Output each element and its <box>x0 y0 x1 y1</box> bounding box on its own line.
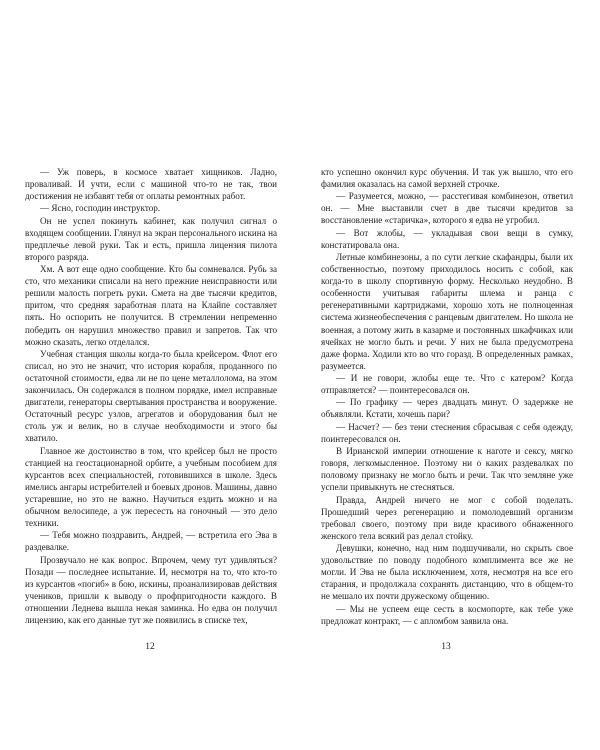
paragraph: — Насчет? — без тени стеснения сбрасывая с себя одежду, поинтересовался он. <box>321 421 573 444</box>
right-page-body <box>321 166 573 642</box>
paragraph: Прозвучало не как вопрос. Впрочем, чему тут удивляться? Позади — последнее испытание. И, несмотря на то, что кто-то из курсантов «погиб» в бою, искины, проанализировав действия учеников, пришли к выводу о профпригодности каждого. В отношении Леднева вышла некая заминка. Но едва он получил лицензию, как его данные тут же появились в списке тех, <box>25 554 277 625</box>
paragraph: — И не говори, жлобы еще те. Что с катером? Когда отправляется? — поинтересовался он. <box>321 372 573 396</box>
paragraph: — Разумеется, можно, — расстегивая комбинезон, ответил он. — Мне выставили счет в две тысячи кредитов за восстановление «старичка», которого я едва не угробил. <box>321 191 573 226</box>
paragraph: Главное же достоинство в том, что крейсер был не просто станцией на геостационарной орбите, а учебным пособием для курсантов всех специальностей, готовившихся в школе. Здесь имелись ангары истребителей и боевых дронов. Машины, давно устаревшие, но это не важно. Научиться ездить можно и на обычном велосипеде, а уж пересесть на гоночный — это дело техники. <box>25 445 277 528</box>
right-page-number: 13 <box>441 642 451 652</box>
paragraph: кто успешно окончил курс обучения. И так уж вышло, что его фамилия оказалась на самой верхней строчке. <box>321 167 573 190</box>
paragraph: Хм. А вот еще одно сообщение. Кто бы сомневался. Рубь за сто, что механики списали на него прежние неисправности или решили малость погреть руки. Смета на две тысячи кредитов, притом, что средняя заработная плата на Клайпе составляет пять. Но оспорить не получится. В стремлении непременно победить он нарушил множество правил и запретов. Так что можно сказать, легко отделался. <box>25 264 277 347</box>
paragraph: Учебная станция школы когда-то была крейсером. Флот его списал, но это не значит, что история корабля, проданного по остаточной стоимости, едва ли не по цене металлолома, на этом закончилась. Он содержался в полном порядке, имел исправные двигатели, генераторы свертывания пространства и вооружение. Остаточный ресурс узлов, агрегатов и оборудования был не столь уж и велик, но в случае необходимости и этого бы хватило. <box>25 348 277 444</box>
left-page-number: 12 <box>145 642 155 652</box>
paragraph: Девушки, конечно, над ним подшучивали, но скрыть свое удовольствие по поводу подобного комплимента все же не могли. И Эва не была исключением, хотя, несмотря на все его старания, и продолжала сохранять дистанцию, что в общем-то не мешало их почти дружескому общению. <box>321 543 573 602</box>
left-page-body <box>25 166 277 642</box>
paragraph: — Уж поверь, в космосе хватает хищников. Ладно, проваливай. И учти, если с машиной что-то не так, твои достижения не избавят тебя от оплаты ремонтных работ. <box>25 167 277 202</box>
paragraph: — Мы не успеем еще сесть в космопорте, как тебе уже предложат контракт, — с апломбом заявила она. <box>321 603 573 626</box>
paragraph: — Ясно, господин инструктор. <box>40 203 161 214</box>
paragraph: — По графику — через двадцать минут. О задержке не объявляли. Кстати, хочешь пари? <box>321 397 573 420</box>
paragraph: Правда, Андрей ничего не мог с собой поделать. Прошедший через регенерацию и помолодевший организм требовал своего, поэтому при виде красивого обнаженного женского тела всякий раз делал стойку. <box>321 494 573 541</box>
paragraph: Он не успел покинуть кабинет, как получил сигнал о входящем сообщении. Глянул на экран персонального искина на предплечье левой руки. Так и есть, пришла лицензия пилота второго разряда. <box>25 215 277 262</box>
paragraph: — Вот жлобы, — укладывая свои вещи в сумку, констатировала она. <box>321 227 573 250</box>
paragraph: В Ирианской империи отношение к наготе и сексу, мягко говоря, легкомысленное. Поэтому ни о каких раздевалках по половому признаку не могло быть и речи. Так что землянe уже успели привыкнуть не стесняться. <box>321 446 573 493</box>
paragraph: — Тебя можно поздравить, Андрей, — встретила его Эва в раздевалке. <box>25 530 277 553</box>
paragraph: Летные комбинезоны, а по сути легкие скафандры, были их собственностью, поэтому приходилось носить с собой, как когда-то в школу спортивную форму. Несколько неудобно. В особенности учитывая габариты шлема и ранца с регенеративными картриджами, хорошо хоть не полноценная система жизнеобеспечения с ранцевым двигателем. Но школа не военная, а потому жить в казарме и постоянных шкафчиках или ячейках не могло быть и речи. У них не была предусмотрена даже форма. Ходили кто во что горазд. В определенных рамках, разумеется. <box>321 252 573 371</box>
